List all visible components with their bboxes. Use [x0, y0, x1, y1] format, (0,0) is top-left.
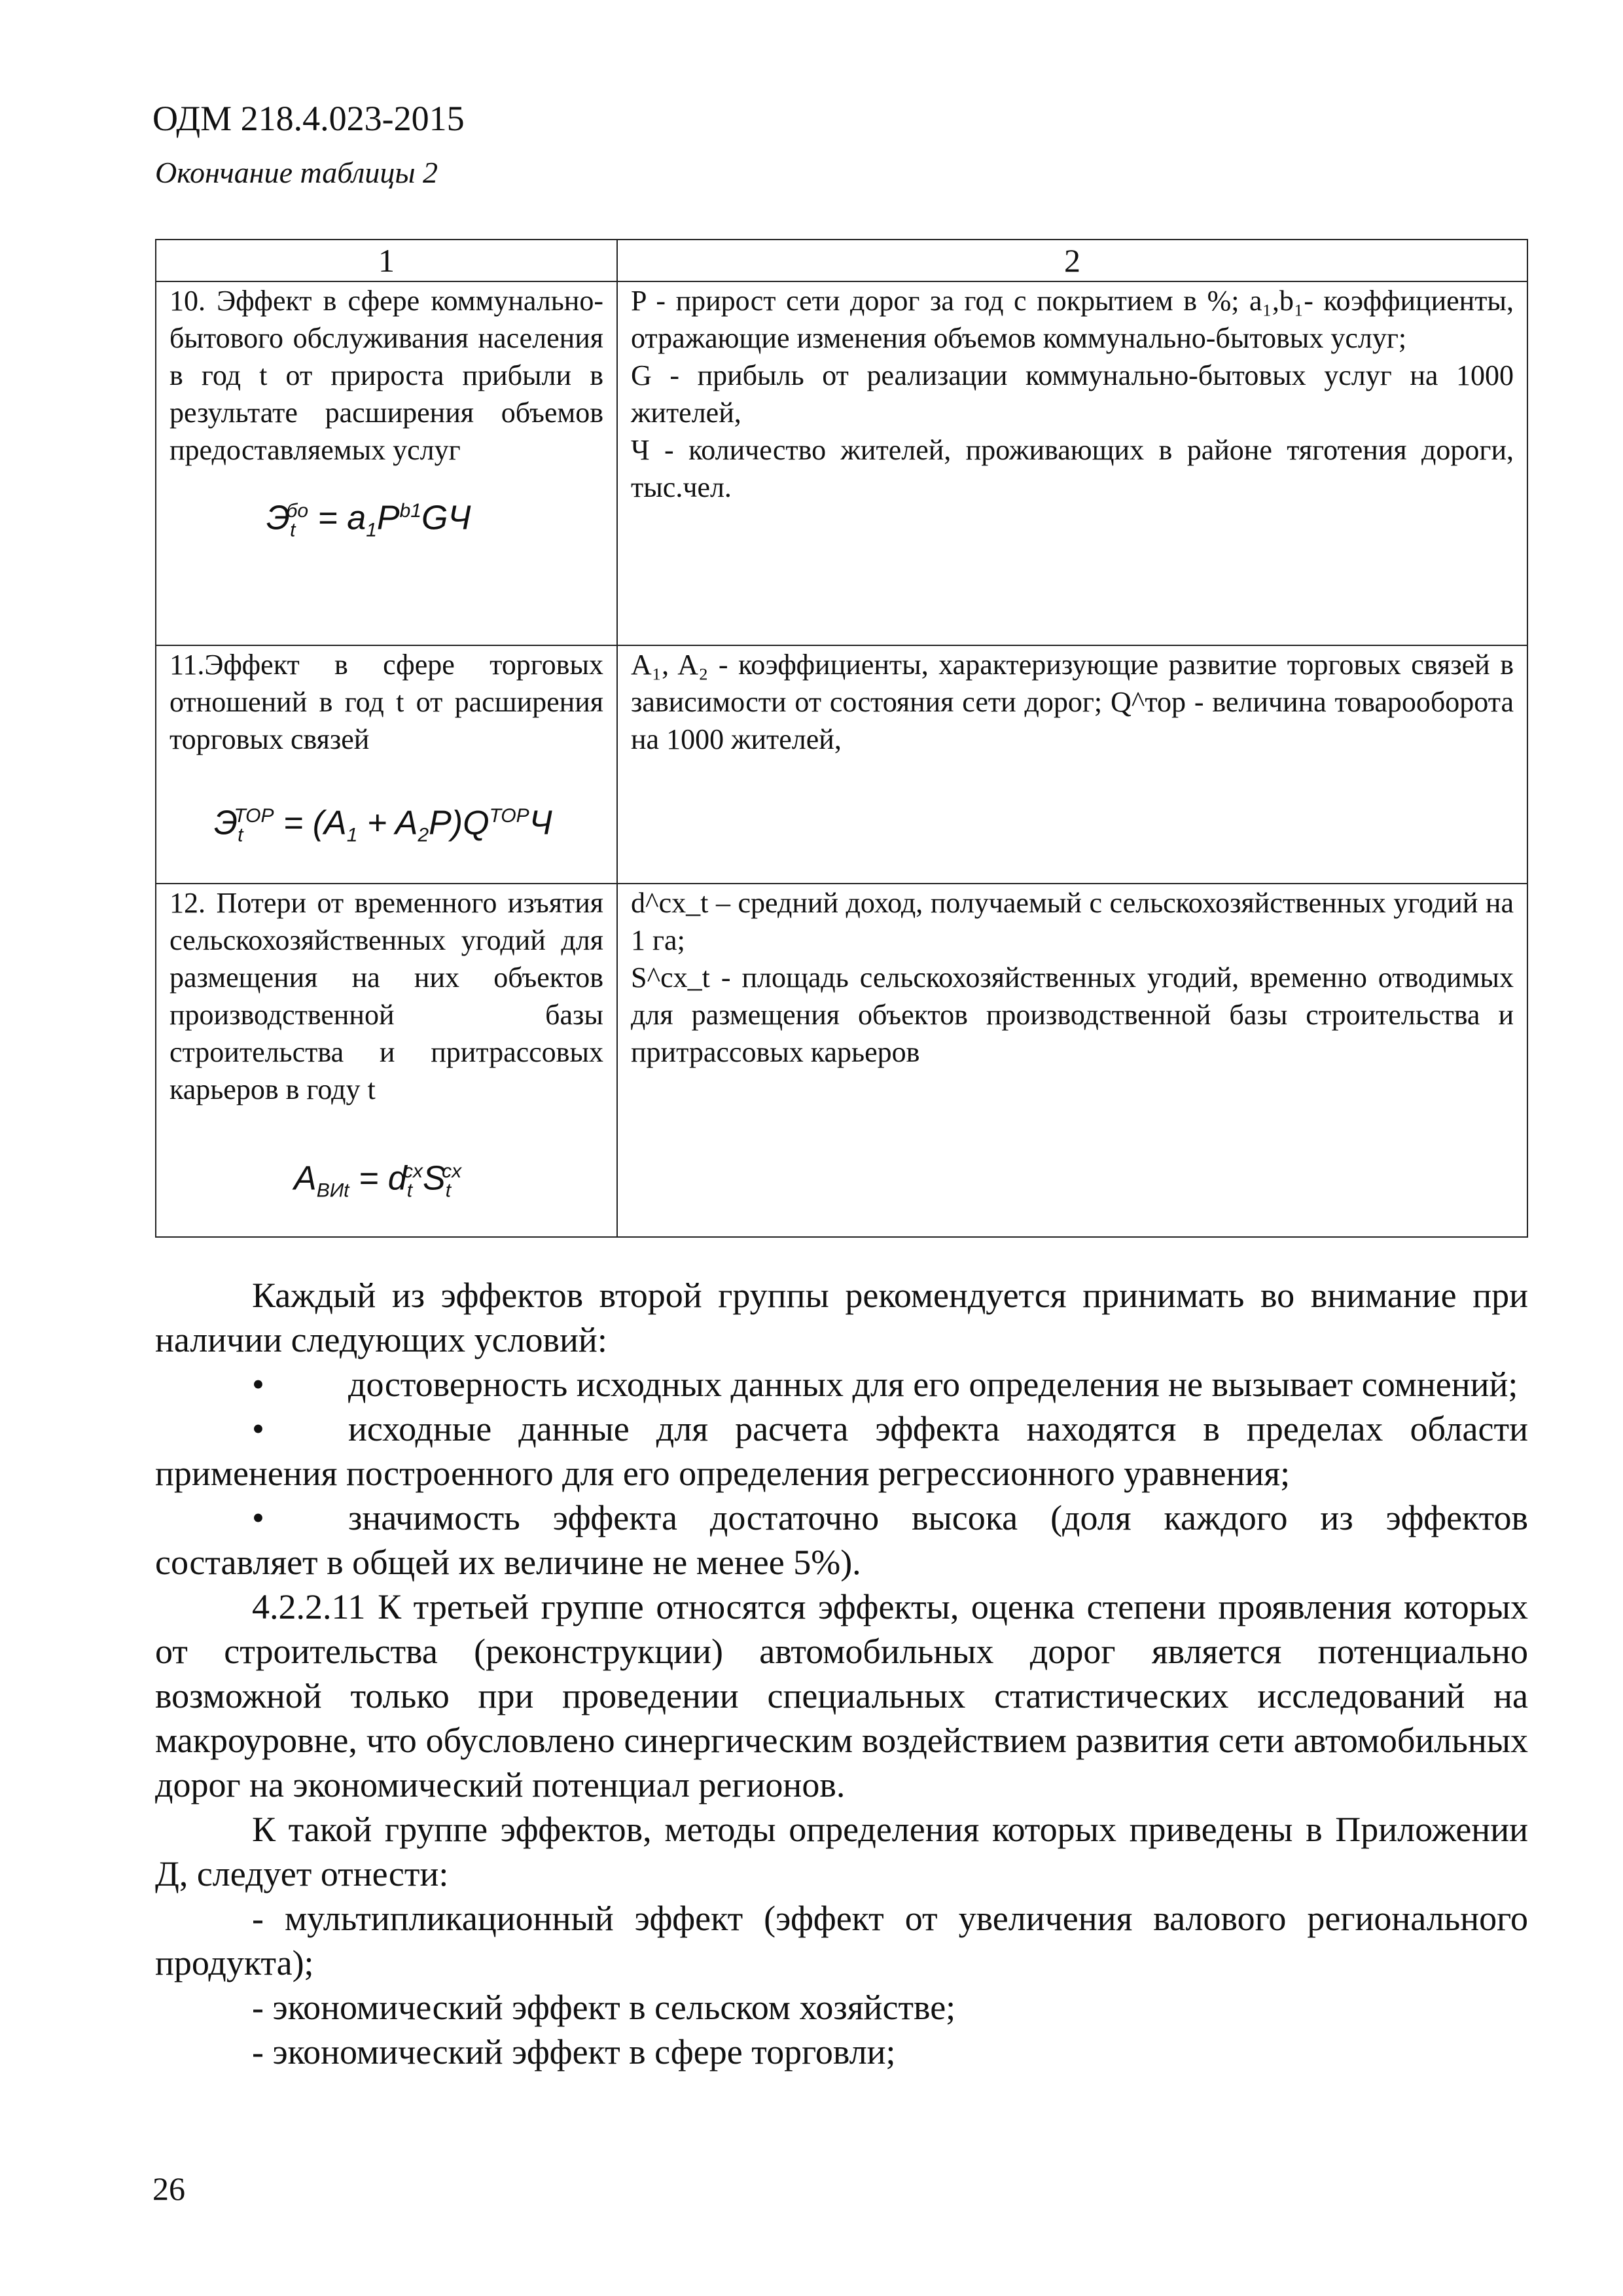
- bullet-icon: •: [252, 1365, 264, 1404]
- parameter-line: P - прирост сети дорог за год с покрытием в %; a₁,b₁- коэффициенты, отражающие изменения объемов коммунально-бытовых услуг;: [631, 285, 1514, 354]
- bullet-item: • исходные данные для расчета эффекта находятся в пределах области применения построенного для его определения регрессионного уравнения;: [155, 1407, 1528, 1496]
- table-row: [156, 281, 1527, 645]
- effect-description-cell: [156, 281, 617, 645]
- bullet-item: • достоверность исходных данных для его определения не вызывает сомнений;: [155, 1362, 1528, 1407]
- paragraph: 4.2.2.11 К третьей группе относятся эффекты, оценка степени проявления которых от строительства (реконструкции) автомобильных дорог является потенциально возможной только при проведении специальных статистических исследований на макроуровне, что обусловлено синергическим воздействием развития сети автомобильных дорог на экономический потенциал регионов.: [155, 1587, 1528, 1804]
- body-text: [155, 1273, 1528, 2074]
- effect-description: 11.Эффект в сфере торговых отношений в год t от расширения торговых связей: [169, 649, 603, 755]
- effect-description-cell: [156, 884, 617, 1237]
- paragraph: К такой группе эффектов, методы определения которых приведены в Приложении Д, следует отнести:: [155, 1810, 1528, 1893]
- dash-item: - экономический эффект в сфере торговли;: [252, 2032, 896, 2072]
- parameter-description-cell: [617, 645, 1527, 884]
- formula-12: $A_{ВИt} = d_t^{cx}S_t^{cx}$: [294, 1159, 462, 1202]
- page-number: 26: [152, 2170, 185, 2207]
- column-number-2: 2: [617, 240, 1527, 281]
- effect-description-cell: [156, 645, 617, 884]
- parameter-line: G - прибыль от реализации коммунально-бытовых услуг на 1000 жителей,: [631, 359, 1514, 429]
- dash-item: - экономический эффект в сельском хозяйстве;: [252, 1988, 956, 2027]
- effect-description: 12. Потери от временного изъятия сельскохозяйственных угодий для размещения на них объектов производственной базы строительства и притрассовых карьеров в году t: [169, 887, 603, 1105]
- formula-11: $Э_t^{ТОР} = (A_1 + A_2P)Q^{ТОР}Ч$: [214, 804, 552, 846]
- parameter-line: A₁, A₂ - коэффициенты, характеризующие развитие торговых связей в зависимости от состояния сети дорог; Q^тор - величина товарооборота на 1000 жителей,: [631, 649, 1514, 755]
- table-caption: Окончание таблицы 2: [155, 156, 438, 189]
- parameter-description-cell: [617, 281, 1527, 645]
- bullet-icon: •: [252, 1498, 264, 1537]
- table-row: [156, 645, 1527, 884]
- document-code: ОДМ 218.4.023-2015: [152, 99, 465, 138]
- table-header-row: [156, 240, 1527, 281]
- dash-item: - мультипликационный эффект (эффект от увеличения валового регионального продукта);: [155, 1899, 1528, 1982]
- parameter-line: d^cx_t – средний доход, получаемый с сельскохозяйственных угодий на 1 га;: [631, 887, 1514, 956]
- effect-description: 10. Эффект в сфере коммунально-бытового обслуживания населения в год t от прироста прибыли в результате расширения объемов предоставляемых услуг: [169, 285, 603, 466]
- parameter-line: Ч - количество жителей, проживающих в районе тяготения дороги, тыс.чел.: [631, 434, 1514, 503]
- bullet-item: • значимость эффекта достаточно высока (доля каждого из эффектов составляет в общей их величине не менее 5%).: [155, 1496, 1528, 1585]
- parameter-description-cell: [617, 884, 1527, 1237]
- bullet-icon: •: [252, 1409, 264, 1448]
- table-2: [155, 239, 1528, 1238]
- formula-10: $Э_t^{бо} = a_1P^{b1}GЧ$: [266, 499, 471, 541]
- table-row: [156, 884, 1527, 1237]
- column-number-1: 1: [156, 240, 617, 281]
- paragraph: Каждый из эффектов второй группы рекомендуется принимать во внимание при наличии следующих условий:: [155, 1276, 1528, 1359]
- parameter-line: S^cx_t - площадь сельскохозяйственных угодий, временно отводимых для размещения объектов производственной базы строительства и притрассовых карьеров: [631, 961, 1514, 1068]
